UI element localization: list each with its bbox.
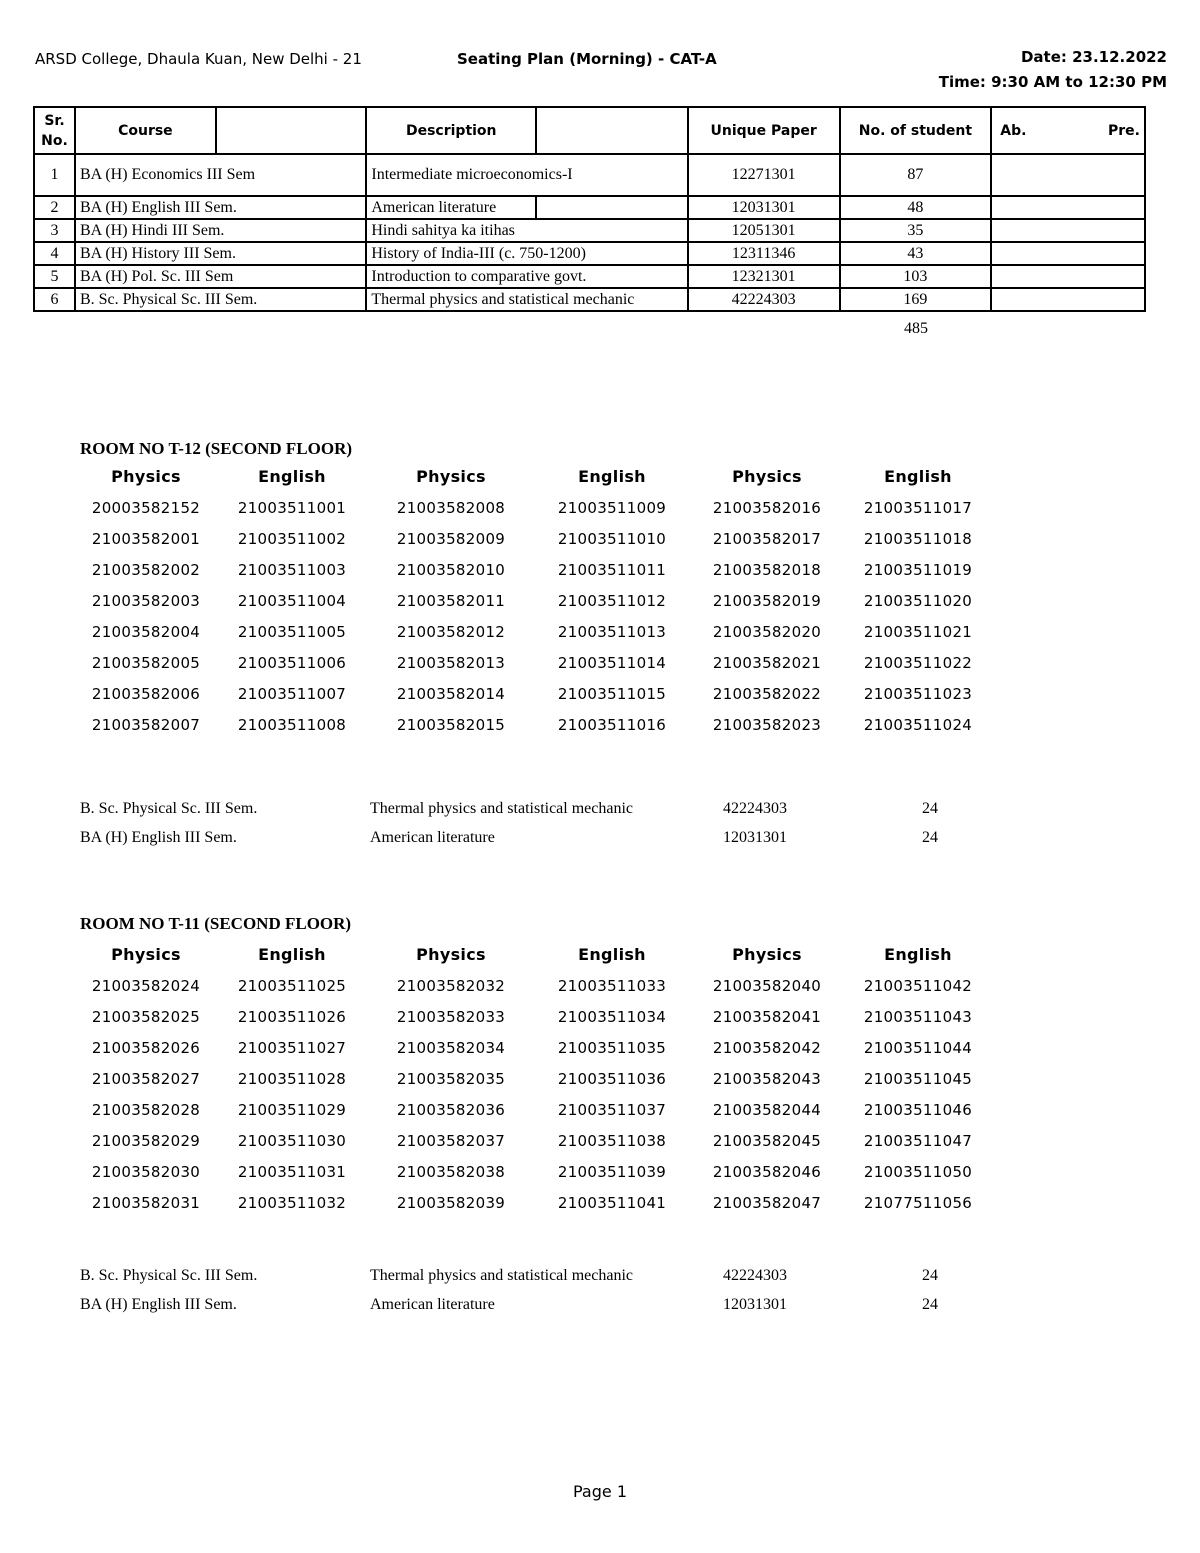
room-summary-course: B. Sc. Physical Sc. III Sem. [80, 800, 258, 817]
roll-number: 21003582004 [91, 622, 201, 641]
cell-paper: 12271301 [688, 154, 840, 196]
roll-number: 21003582041 [712, 1007, 822, 1026]
roll-number: 21003511005 [237, 622, 347, 641]
summary-row [34, 219, 1145, 242]
room-summary-course: BA (H) English III Sem. [80, 829, 237, 846]
roll-number: 21003582037 [396, 1131, 506, 1150]
column-header: Physics [732, 467, 802, 486]
roll-number: 21003511025 [237, 976, 347, 995]
column-header: English [258, 467, 326, 486]
roll-number: 21003511004 [237, 591, 347, 610]
room-summary-count: 24 [922, 829, 938, 846]
column-header: English [884, 467, 952, 486]
roll-number: 21003582036 [396, 1100, 506, 1119]
roll-number: 21003582046 [712, 1162, 822, 1181]
cell-course: BA (H) Hindi III Sem. [75, 219, 366, 242]
cell-ab-pre [991, 196, 1145, 219]
room-summary-course: BA (H) English III Sem. [80, 1296, 237, 1313]
seat-row [78, 647, 994, 678]
cell-sr: 1 [34, 154, 75, 196]
roll-number: 21003582035 [396, 1069, 506, 1088]
roll-number: 21003582043 [712, 1069, 822, 1088]
cell-course: BA (H) History III Sem. [75, 242, 366, 265]
column-header: Physics [416, 467, 486, 486]
seat-row [78, 1187, 994, 1218]
column-header: English [578, 467, 646, 486]
column-header: English [578, 945, 646, 964]
room-summary-line [80, 829, 1010, 847]
cell-ab-pre [991, 242, 1145, 265]
column-header: English [884, 945, 952, 964]
summary-table [33, 106, 1146, 312]
cell-desc: Hindi sahitya ka itihas [366, 219, 687, 242]
roll-number: 21003582014 [396, 684, 506, 703]
cell-ab-pre [991, 154, 1145, 196]
header-pre: Pre. [1108, 122, 1140, 139]
roll-number: 21003511015 [557, 684, 667, 703]
roll-number: 21077511056 [863, 1193, 973, 1212]
roll-number: 21003511038 [557, 1131, 667, 1150]
header-description: Description [366, 107, 536, 154]
roll-number: 21003511046 [863, 1100, 973, 1119]
roll-number: 21003511011 [557, 560, 667, 579]
cell-course: B. Sc. Physical Sc. III Sem. [75, 288, 366, 311]
roll-number: 21003582044 [712, 1100, 822, 1119]
roll-number: 21003582020 [712, 622, 822, 641]
total-students: 485 [904, 320, 928, 337]
seat-row [78, 585, 994, 616]
roll-number: 21003582033 [396, 1007, 506, 1026]
room-summary-desc: Thermal physics and statistical mechanic [370, 800, 634, 817]
header-students: No. of student [840, 107, 992, 154]
plan-title: Seating Plan (Morning) - CAT-A [457, 50, 717, 68]
roll-number: 21003582045 [712, 1131, 822, 1150]
room-summary-paper: 12031301 [723, 1296, 787, 1313]
room-summary-desc: American literature [370, 829, 495, 846]
exam-date: Date: 23.12.2022 [1020, 48, 1167, 66]
cell-sr: 4 [34, 242, 75, 265]
seat-row [78, 1032, 994, 1063]
cell-course: BA (H) English III Sem. [75, 196, 366, 219]
seat-row [78, 1094, 994, 1125]
roll-number: 21003582031 [91, 1193, 201, 1212]
header-unique-paper: Unique Paper [688, 107, 840, 154]
roll-number: 21003582040 [712, 976, 822, 995]
seat-row [78, 554, 994, 585]
summary-row [34, 288, 1145, 311]
seat-row [78, 1063, 994, 1094]
summary-row [34, 265, 1145, 288]
summary-row [34, 196, 1145, 219]
column-header: Physics [111, 945, 181, 964]
roll-number: 21003582018 [712, 560, 822, 579]
cell-paper: 12051301 [688, 219, 840, 242]
header-ab-pre [991, 107, 1145, 154]
seat-row [78, 1156, 994, 1187]
header-ab: Ab. [1000, 122, 1027, 139]
seating-grid [78, 939, 994, 1218]
cell-paper: 12031301 [688, 196, 840, 219]
roll-number: 20003582152 [91, 498, 201, 517]
roll-number: 21003511013 [557, 622, 667, 641]
roll-number: 21003511003 [237, 560, 347, 579]
roll-number: 21003511002 [237, 529, 347, 548]
roll-number: 21003582021 [712, 653, 822, 672]
room-summary-line [80, 1267, 1010, 1285]
seat-row [78, 970, 994, 1001]
summary-row [34, 242, 1145, 265]
roll-number: 21003582005 [91, 653, 201, 672]
roll-number: 21003582009 [396, 529, 506, 548]
header-course-blank [216, 107, 367, 154]
roll-number: 21003511050 [863, 1162, 973, 1181]
summary-header-row [34, 107, 1145, 154]
cell-desc: American literature [366, 196, 536, 219]
roll-number: 21003511020 [863, 591, 973, 610]
roll-number: 21003511024 [863, 715, 973, 734]
column-header: English [258, 945, 326, 964]
roll-number: 21003582007 [91, 715, 201, 734]
roll-number: 21003582028 [91, 1100, 201, 1119]
roll-number: 21003511035 [557, 1038, 667, 1057]
roll-number: 21003582034 [396, 1038, 506, 1057]
roll-number: 21003511009 [557, 498, 667, 517]
roll-number: 21003582019 [712, 591, 822, 610]
roll-number: 21003511026 [237, 1007, 347, 1026]
cell-paper: 12311346 [688, 242, 840, 265]
room-summary-paper: 42224303 [723, 1267, 787, 1284]
header-course: Course [75, 107, 216, 154]
header-sr: Sr. No. [34, 107, 75, 154]
cell-sr: 2 [34, 196, 75, 219]
roll-number: 21003511045 [863, 1069, 973, 1088]
roll-number: 21003511033 [557, 976, 667, 995]
column-header: Physics [732, 945, 802, 964]
room-summary-count: 24 [922, 1296, 938, 1313]
roll-number: 21003582011 [396, 591, 506, 610]
roll-number: 21003511019 [863, 560, 973, 579]
page-number: Page 1 [573, 1482, 627, 1501]
roll-number: 21003511006 [237, 653, 347, 672]
roll-number: 21003511047 [863, 1131, 973, 1150]
column-header: Physics [111, 467, 181, 486]
seat-row [78, 1001, 994, 1032]
college-name: ARSD College, Dhaula Kuan, New Delhi - 21 [35, 50, 362, 68]
roll-number: 21003582012 [396, 622, 506, 641]
roll-number: 21003511029 [237, 1100, 347, 1119]
roll-number: 21003511001 [237, 498, 347, 517]
room-summary-desc: American literature [370, 1296, 495, 1313]
exam-time: Time: 9:30 AM to 12:30 PM [938, 73, 1167, 91]
roll-number: 21003511027 [237, 1038, 347, 1057]
room-summary-course: B. Sc. Physical Sc. III Sem. [80, 1267, 258, 1284]
cell-count: 169 [840, 288, 992, 311]
roll-number: 21003511017 [863, 498, 973, 517]
cell-paper: 12321301 [688, 265, 840, 288]
cell-ab-pre [991, 219, 1145, 242]
cell-count: 103 [840, 265, 992, 288]
seat-row [78, 616, 994, 647]
room-summary-desc: Thermal physics and statistical mechanic [370, 1267, 634, 1284]
cell-count: 35 [840, 219, 992, 242]
roll-number: 21003511031 [237, 1162, 347, 1181]
roll-number: 21003582024 [91, 976, 201, 995]
roll-number: 21003511012 [557, 591, 667, 610]
cell-desc: Introduction to comparative govt. [366, 265, 687, 288]
cell-sr: 3 [34, 219, 75, 242]
roll-number: 21003582002 [91, 560, 201, 579]
seat-row [78, 492, 994, 523]
room-summary-paper: 12031301 [723, 829, 787, 846]
seat-row [78, 523, 994, 554]
room-summary-line [80, 800, 1010, 818]
summary-row [34, 154, 1145, 196]
room-title: ROOM NO T-12 (SECOND FLOOR) [80, 439, 353, 458]
roll-number: 21003582027 [91, 1069, 201, 1088]
cell-blank [536, 196, 688, 219]
roll-number: 21003511021 [863, 622, 973, 641]
cell-course: BA (H) Pol. Sc. III Sem [75, 265, 366, 288]
room-summary-count: 24 [922, 800, 938, 817]
cell-ab-pre [991, 265, 1145, 288]
cell-desc: History of India-III (c. 750-1200) [366, 242, 687, 265]
roll-number: 21003582023 [712, 715, 822, 734]
roll-number: 21003511028 [237, 1069, 347, 1088]
roll-number: 21003582038 [396, 1162, 506, 1181]
room-summary-line [80, 1296, 1010, 1314]
roll-number: 21003511032 [237, 1193, 347, 1212]
column-header: Physics [416, 945, 486, 964]
roll-number: 21003511022 [863, 653, 973, 672]
seating-grid [78, 461, 994, 740]
roll-number: 21003511010 [557, 529, 667, 548]
cell-desc: Intermediate microeconomics-I [366, 154, 687, 196]
cell-course: BA (H) Economics III Sem [75, 154, 366, 196]
roll-number: 21003511036 [557, 1069, 667, 1088]
roll-number: 21003511044 [863, 1038, 973, 1057]
roll-number: 21003511007 [237, 684, 347, 703]
roll-number: 21003582032 [396, 976, 506, 995]
roll-number: 21003582008 [396, 498, 506, 517]
room-summary-paper: 42224303 [723, 800, 787, 817]
cell-count: 87 [840, 154, 992, 196]
roll-number: 21003582039 [396, 1193, 506, 1212]
roll-number: 21003582026 [91, 1038, 201, 1057]
roll-number: 21003511042 [863, 976, 973, 995]
roll-number: 21003511023 [863, 684, 973, 703]
cell-count: 43 [840, 242, 992, 265]
header-description-blank [536, 107, 688, 154]
roll-number: 21003511034 [557, 1007, 667, 1026]
roll-number: 21003511030 [237, 1131, 347, 1150]
grid-header-row [78, 939, 994, 970]
seat-row [78, 1125, 994, 1156]
seat-row [78, 709, 994, 740]
roll-number: 21003582006 [91, 684, 201, 703]
roll-number: 21003511043 [863, 1007, 973, 1026]
cell-sr: 6 [34, 288, 75, 311]
roll-number: 21003582015 [396, 715, 506, 734]
roll-number: 21003511008 [237, 715, 347, 734]
roll-number: 21003582003 [91, 591, 201, 610]
roll-number: 21003582017 [712, 529, 822, 548]
roll-number: 21003511039 [557, 1162, 667, 1181]
roll-number: 21003582010 [396, 560, 506, 579]
room-summary-count: 24 [922, 1267, 938, 1284]
room-title: ROOM NO T-11 (SECOND FLOOR) [80, 914, 352, 933]
roll-number: 21003511041 [557, 1193, 667, 1212]
cell-count: 48 [840, 196, 992, 219]
roll-number: 21003511018 [863, 529, 973, 548]
roll-number: 21003582016 [712, 498, 822, 517]
roll-number: 21003511014 [557, 653, 667, 672]
grid-header-row [78, 461, 994, 492]
cell-sr: 5 [34, 265, 75, 288]
roll-number: 21003582025 [91, 1007, 201, 1026]
cell-desc: Thermal physics and statistical mechanic [366, 288, 687, 311]
roll-number: 21003582029 [91, 1131, 201, 1150]
cell-ab-pre [991, 288, 1145, 311]
roll-number: 21003582042 [712, 1038, 822, 1057]
roll-number: 21003582030 [91, 1162, 201, 1181]
roll-number: 21003582047 [712, 1193, 822, 1212]
roll-number: 21003582013 [396, 653, 506, 672]
cell-paper: 42224303 [688, 288, 840, 311]
roll-number: 21003511037 [557, 1100, 667, 1119]
roll-number: 21003511016 [557, 715, 667, 734]
seat-row [78, 678, 994, 709]
roll-number: 21003582022 [712, 684, 822, 703]
roll-number: 21003582001 [91, 529, 201, 548]
